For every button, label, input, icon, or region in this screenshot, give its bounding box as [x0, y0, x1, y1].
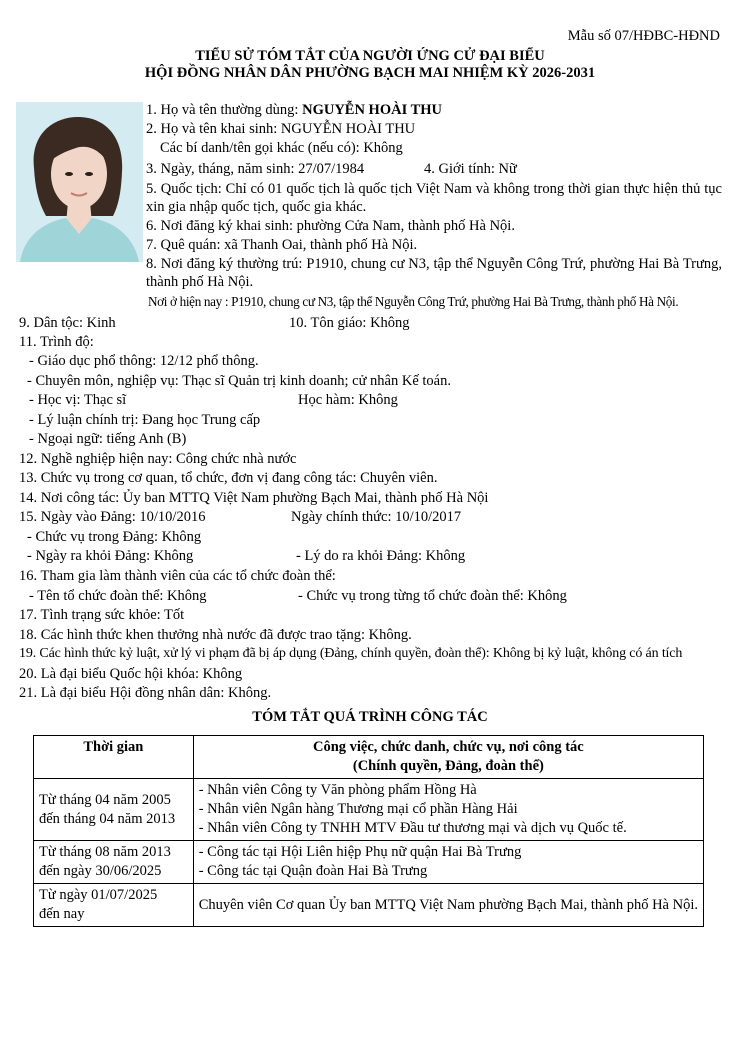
item-party-leave-reason: - Lý do ra khỏi Đảng: Không — [296, 548, 466, 564]
row-work — [193, 884, 703, 927]
item-aliases: Các bí danh/tên gọi khác (nếu có): Không — [160, 140, 403, 156]
item-unions-heading: 16. Tham gia làm thành viên của các tổ chức đoàn thể: — [19, 568, 336, 584]
row-time — [34, 841, 194, 884]
row-time-line1: Từ tháng 04 năm 2005 — [39, 791, 171, 808]
item-workplace: 14. Nơi công tác: Ủy ban MTTQ Việt Nam phường Bạch Mai, thành phố Hà Nội — [19, 490, 489, 506]
item-ethnicity: 9. Dân tộc: Kinh — [19, 315, 116, 331]
row-work-line: - Nhân viên Công ty Văn phòng phẩm Hồng Hà — [198, 782, 477, 798]
item-dob: 3. Ngày, tháng, năm sinh: 27/07/1984 — [146, 161, 365, 177]
work-history-title: TÓM TẮT QUÁ TRÌNH CÔNG TÁC — [252, 709, 488, 725]
row-time-line1: Từ tháng 08 năm 2013 — [39, 844, 171, 860]
row-time — [34, 884, 194, 927]
item-birth-name: 2. Họ và tên khai sinh: NGUYỄN HOÀI THU — [146, 121, 416, 137]
row-time — [34, 779, 194, 841]
item-party-join: 15. Ngày vào Đảng: 10/10/2016 — [19, 509, 206, 525]
row-time-line2: đến tháng 04 năm 2013 — [39, 810, 176, 827]
item-hometown: 7. Quê quán: xã Thanh Oai, thành phố Hà Nội. — [146, 237, 418, 253]
name-value: NGUYỄN HOÀI THU — [302, 102, 443, 118]
item-religion: 10. Tôn giáo: Không — [289, 315, 410, 331]
table-row — [34, 884, 704, 927]
header-work-line1: Công việc, chức danh, chức vụ, nơi công tác — [312, 739, 584, 755]
row-work — [193, 841, 703, 884]
item-degree: - Học vị: Thạc sĩ — [29, 392, 127, 408]
document-title-line2: HỘI ĐỒNG NHÂN DÂN PHƯỜNG BẠCH MAI NHIỆM KỲ 2026-2031 — [144, 65, 596, 81]
item-party-official: Ngày chính thức: 10/10/2017 — [291, 509, 462, 525]
row-work-line: - Công tác tại Hội Liên hiệp Phụ nữ quận Hai Bà Trưng — [198, 844, 522, 860]
row-work-line: Chuyên viên Cơ quan Ủy ban MTTQ Việt Nam phường Bạch Mai, thành phố Hà Nội. — [198, 896, 698, 913]
row-work-line: - Nhân viên Ngân hàng Thương mại cổ phần Hàng Hải — [198, 801, 518, 817]
portrait-photo — [16, 102, 143, 262]
item-general-education: - Giáo dục phổ thông: 12/12 phổ thông. — [29, 353, 259, 369]
row-work — [193, 779, 703, 841]
row-time-line2: đến ngày 30/06/2025 — [39, 863, 162, 879]
row-time-line1: Từ ngày 01/07/2025 — [39, 887, 158, 903]
item-discipline: 19. Các hình thức kỷ luật, xử lý vi phạm đã bị áp dụng (Đảng, chính quyền, đoàn thể): Không bị kỷ luật, không có án tích — [19, 646, 683, 661]
table-row — [34, 779, 704, 841]
item-union-position: - Chức vụ trong từng tổ chức đoàn thể: Không — [298, 588, 567, 604]
form-code: Mẫu số 07/HĐBC-HĐND — [567, 28, 720, 44]
item-academic-title: Học hàm: Không — [298, 392, 398, 408]
table-row — [34, 841, 704, 884]
header-work-line2: (Chính quyền, Đảng, đoàn thể) — [352, 758, 544, 774]
item-gender: 4. Giới tính: Nữ — [424, 161, 517, 177]
item-party-position: - Chức vụ trong Đảng: Không — [27, 529, 202, 545]
item-health: 17. Tình trạng sức khỏe: Tốt — [19, 607, 185, 623]
item-peoples-council: 21. Là đại biểu Hội đồng nhân dân: Không. — [19, 685, 272, 701]
header-time: Thời gian — [34, 736, 194, 779]
item-name — [146, 101, 442, 119]
item-current-address: Nơi ở hiện nay : P1910, chung cư N3, tập thể Nguyễn Công Trứ, phường Hai Bà Trưng, thành phố Hà Nội. — [148, 294, 679, 309]
item-foreign-language: - Ngoại ngữ: tiếng Anh (B) — [29, 431, 187, 447]
row-work-line: - Nhân viên Công ty TNHH MTV Đầu tư thương mại và dịch vụ Quốc tế. — [198, 820, 627, 836]
item-party-leave-date: - Ngày ra khỏi Đảng: Không — [27, 548, 194, 564]
item-awards: 18. Các hình thức khen thưởng nhà nước đã được trao tặng: Không. — [19, 627, 412, 643]
item-national-assembly: 20. Là đại biểu Quốc hội khóa: Không — [19, 666, 243, 682]
item-residence: 8. Nơi đăng ký thường trú: P1910, chung cư N3, tập thể Nguyễn Công Trứ, phường Hai Bà Trưng, thành phố Hà Nội. — [146, 256, 722, 290]
item-birth-registration: 6. Nơi đăng ký khai sinh: phường Cửa Nam, thành phố Hà Nội. — [146, 218, 515, 234]
header-work — [193, 736, 703, 779]
item-nationality: 5. Quốc tịch: Chỉ có 01 quốc tịch là quốc tịch Việt Nam và không trong thời gian thực hiện thủ tục xin gia nhập quốc tịch, quốc gia khác. — [146, 181, 722, 215]
document-title-line1: TIỂU SỬ TÓM TẮT CỦA NGƯỜI ỨNG CỬ ĐẠI BIỂU — [195, 48, 545, 64]
item-union-name: - Tên tổ chức đoàn thể: Không — [29, 588, 207, 604]
work-history-table — [33, 735, 704, 927]
row-work-line: - Công tác tại Quận đoàn Hai Bà Trưng — [198, 863, 428, 879]
item-occupation: 12. Nghề nghiệp hiện nay: Công chức nhà nước — [19, 451, 297, 467]
row-time-line2: đến nay — [39, 906, 85, 922]
item-education-heading: 11. Trình độ: — [19, 334, 94, 350]
table-header-row — [34, 736, 704, 779]
item-specialization: - Chuyên môn, nghiệp vụ: Thạc sĩ Quản trị kinh doanh; cử nhân Kế toán. — [27, 373, 451, 389]
item-position: 13. Chức vụ trong cơ quan, tổ chức, đơn vị đang công tác: Chuyên viên. — [19, 470, 438, 486]
name-label: 1. Họ và tên thường dùng: — [146, 102, 299, 118]
item-political-theory: - Lý luận chính trị: Đang học Trung cấp — [29, 412, 261, 428]
